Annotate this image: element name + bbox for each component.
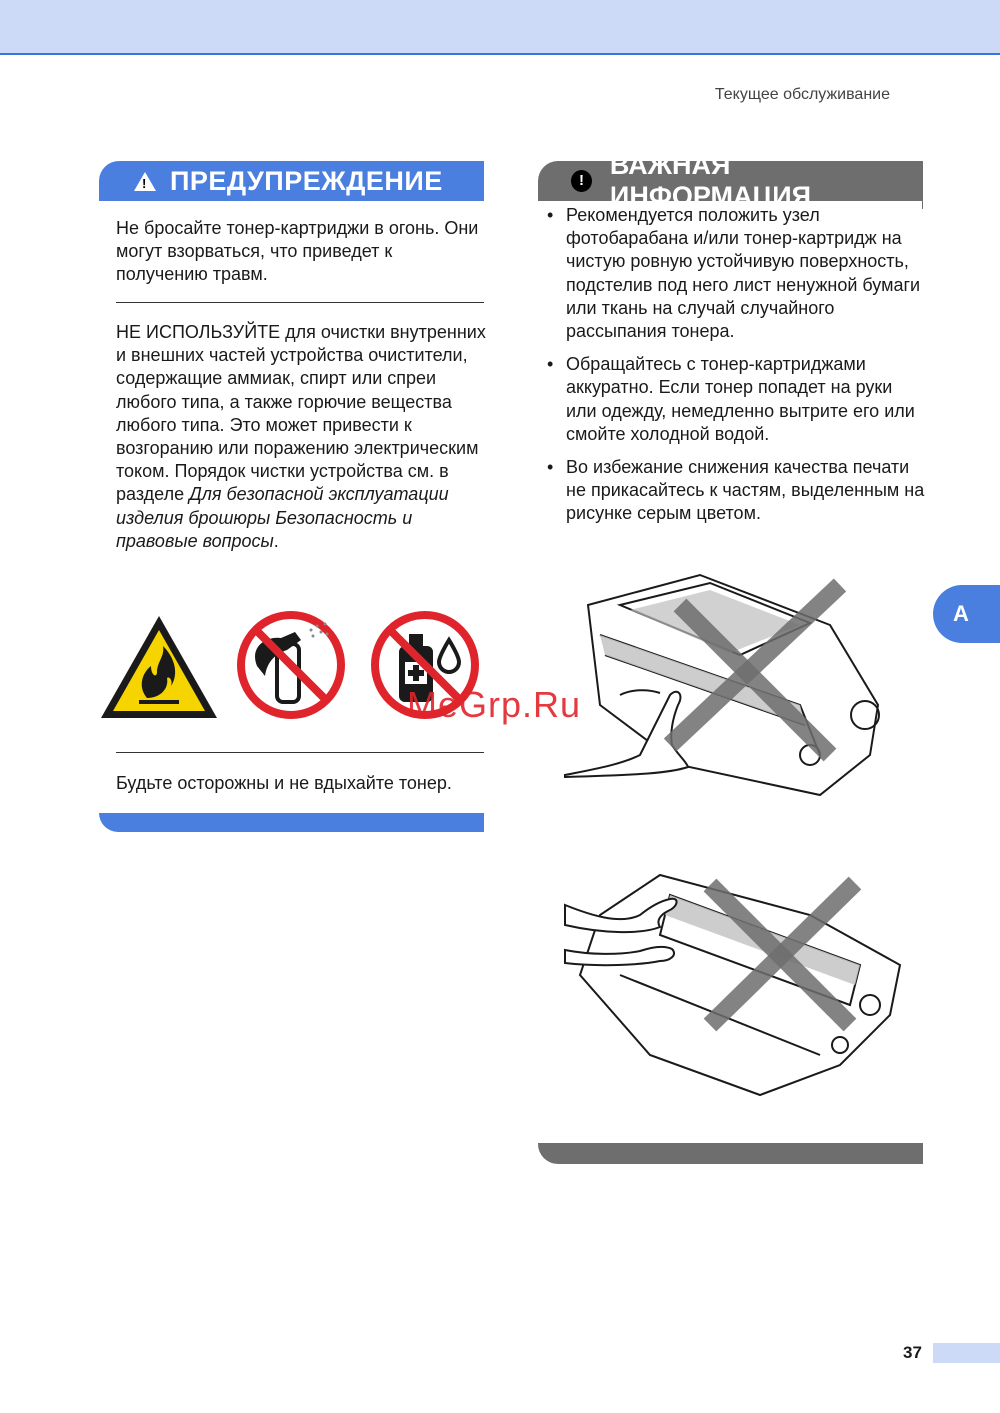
important-title: ВАЖНАЯ ИНФОРМАЦИЯ	[609, 150, 812, 211]
warning-header	[99, 161, 484, 201]
drum-unit-illustration-1	[560, 565, 900, 805]
top-color-band	[0, 0, 1000, 55]
list-item: • Во избежание снижения качества печати не прикасайтесь к частям, выделенным на рисунке серым цветом.	[540, 456, 925, 526]
warning-paragraph-inhale: Будьте осторожны и не вдыхайте тонер.	[116, 773, 452, 793]
watermark: MeGrp.Ru	[407, 684, 582, 725]
running-header: Текущее обслуживание	[714, 86, 890, 103]
no-spray-icon	[241, 615, 341, 715]
list-item: • Рекомендуется положить узел фотобарабана и/или тонер-картридж на чистую ровную устойчивую поверхность, подстелив под него лист ненужной бумаги или ткань на случай случайного рассыпания тонера.	[540, 204, 925, 343]
warning-paragraph-fire: Не бросайте тонер-картриджи в огонь. Они могут взорваться, что приведет к получению травм.	[116, 218, 479, 285]
page-number: 37	[903, 1343, 922, 1362]
important-list	[540, 204, 925, 536]
flammable-hazard-icon	[101, 616, 217, 718]
cleaning-text-end: .	[273, 530, 279, 551]
divider	[116, 302, 484, 303]
warning-footer-bar	[99, 813, 484, 832]
important-exclamation-icon: !	[571, 170, 592, 192]
important-header	[538, 150, 923, 211]
list-item: • Обращайтесь с тонер-картриджами аккуратно. Если тонер попадет на руки или одежду, немедленно вытрите его или смойте холодной водой.	[540, 353, 925, 446]
warning-triangle-icon	[134, 172, 156, 191]
cleaning-text: НЕ ИСПОЛЬЗУЙТЕ для очистки внутренних и внешних частей устройства очистители, содержащие аммиак, спирт или спреи любого типа, а также горючие вещества любого типа. Это может привести к возгоранию или поражению электрическим током. Порядок чистки устройства см. в разделе	[116, 322, 486, 505]
warning-title: ПРЕДУПРЕЖДЕНИЕ	[170, 165, 443, 196]
important-footer-bar	[538, 1143, 923, 1164]
chapter-tab: A	[933, 585, 1000, 643]
drum-unit-illustration-2	[560, 855, 910, 1115]
page-number-bar	[933, 1343, 1000, 1363]
reference-link-text: Для безопасной эксплуатации изделия брошюры Безопасность и правовые вопросы	[116, 484, 449, 551]
divider	[116, 752, 484, 753]
warning-paragraph-cleaning	[116, 321, 488, 553]
